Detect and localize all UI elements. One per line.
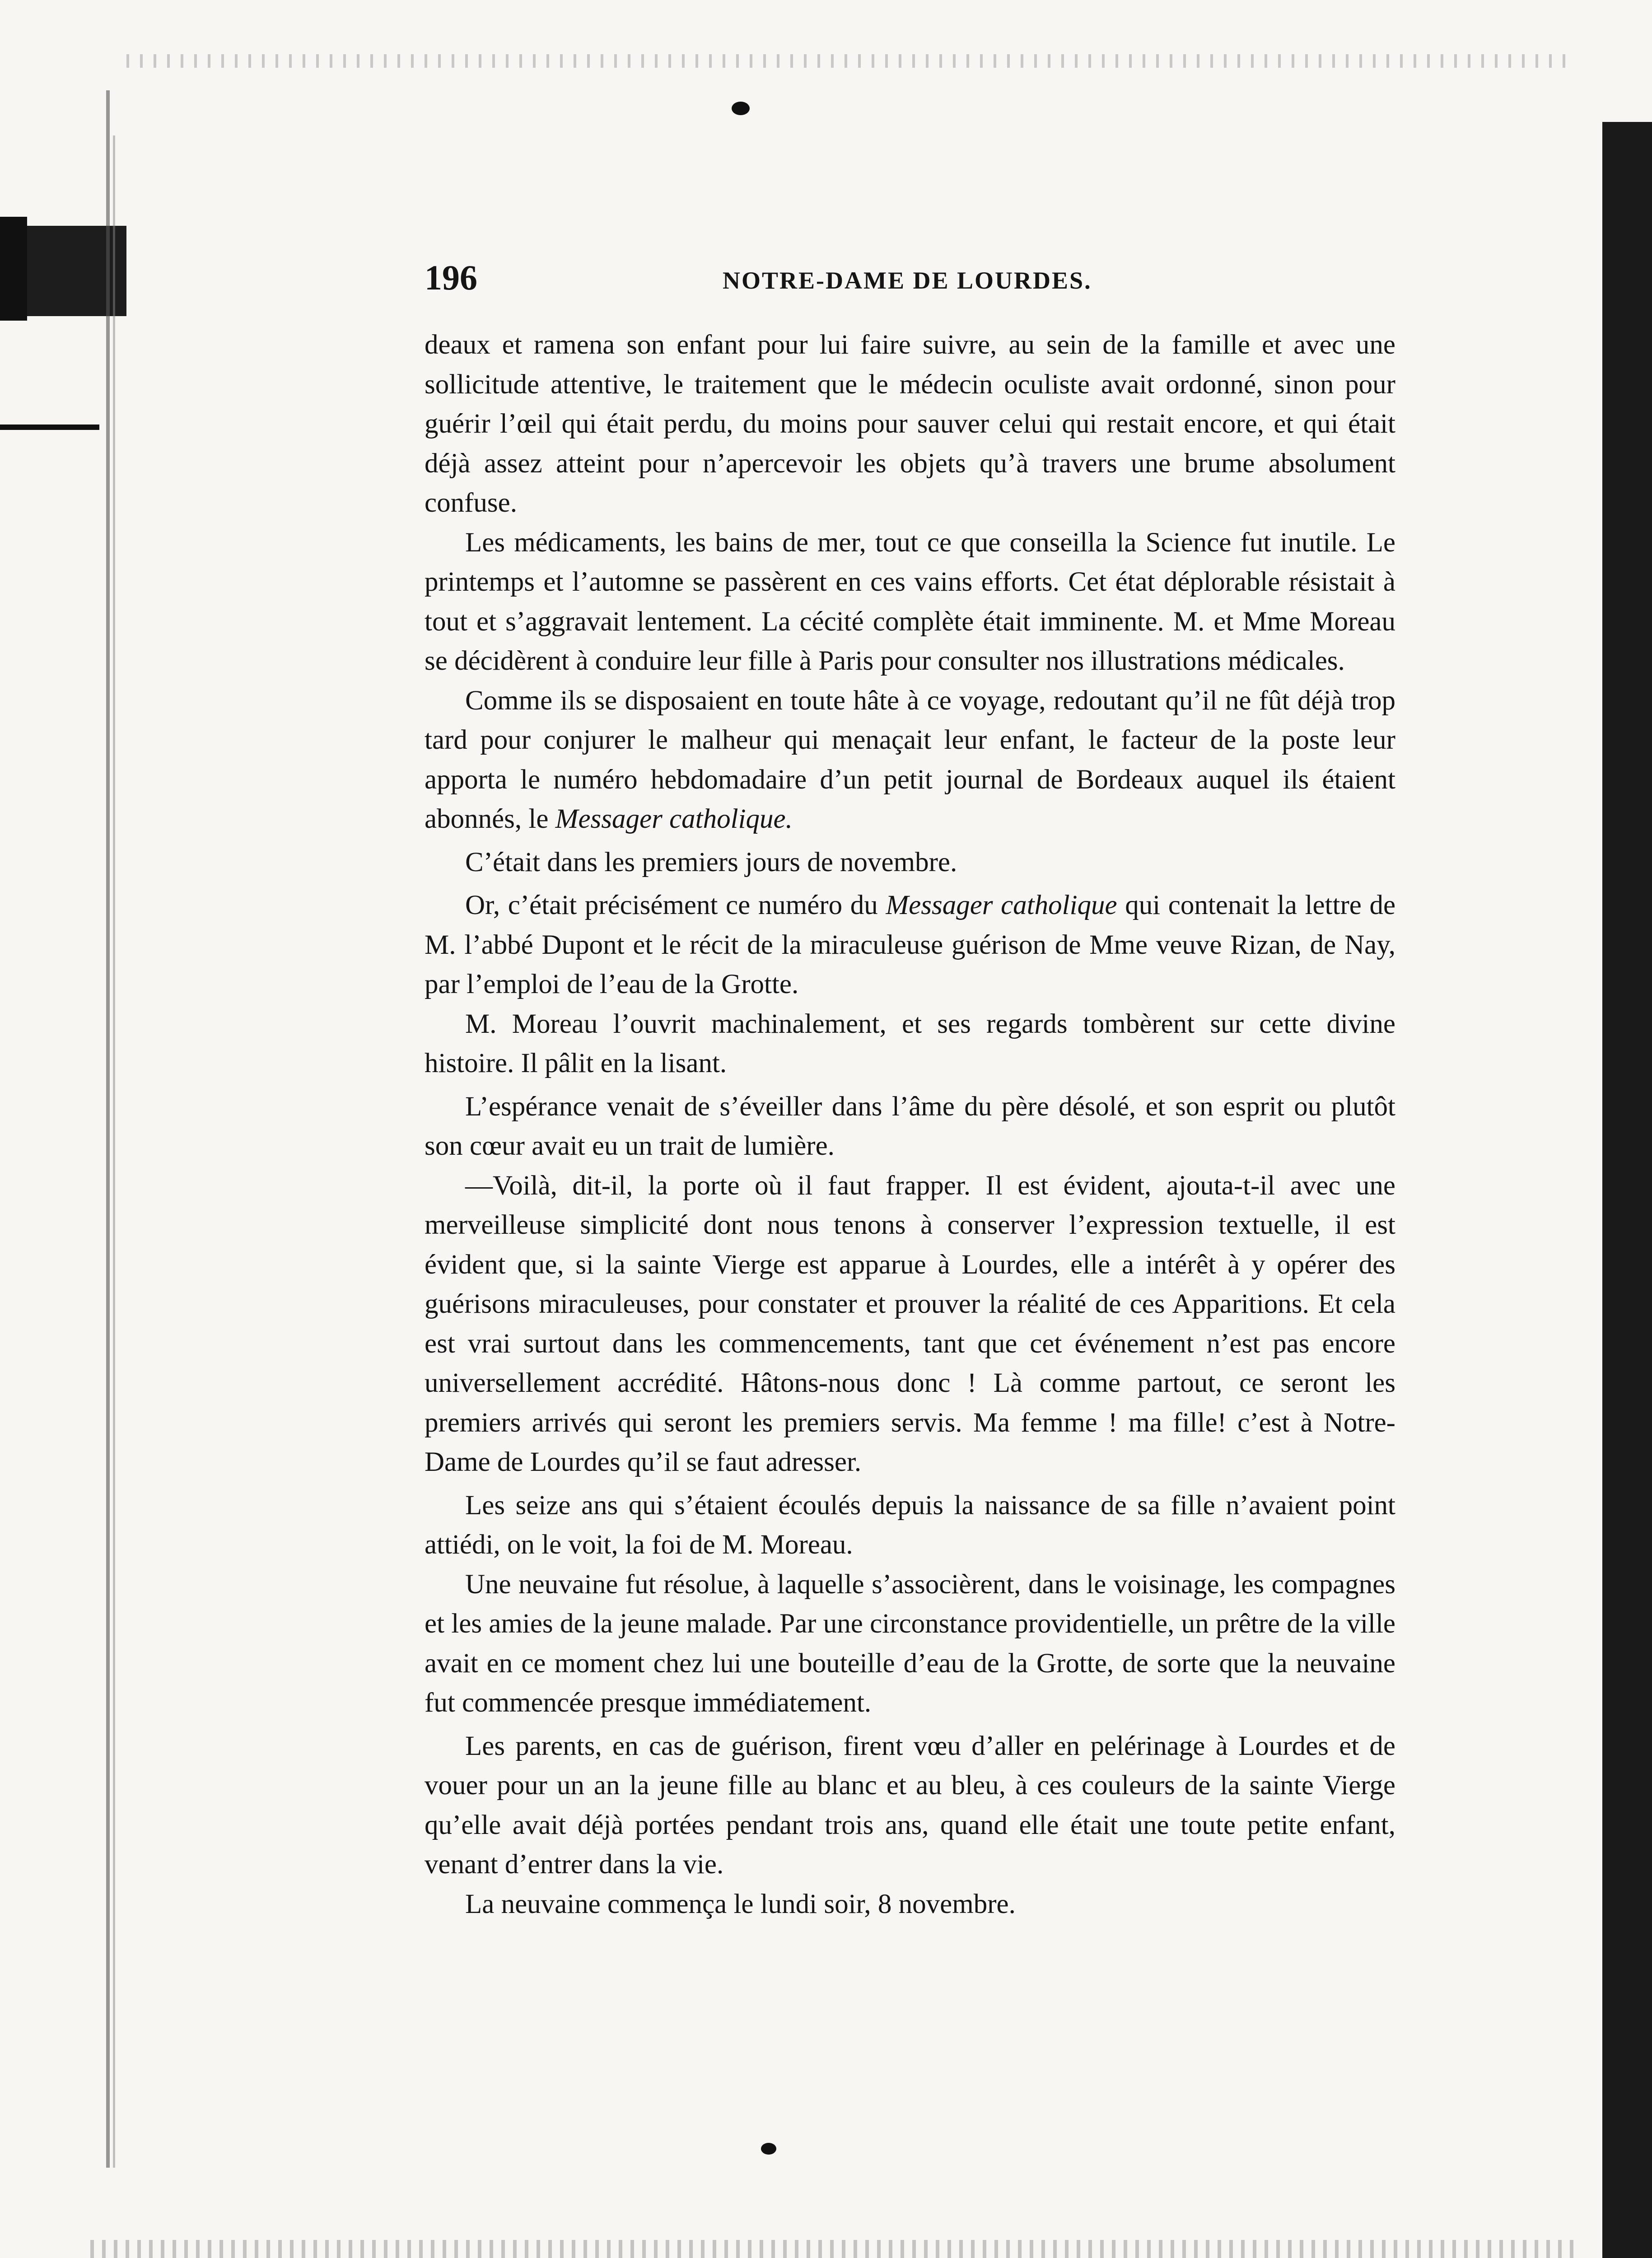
text-run: Une neuvaine fut résolue, à laquelle s’associèrent, dans le voisinage, les compagnes et les amies de la jeune malade. Par une circonstance providentielle, un prêtre de la ville avait en ce moment chez lui une bouteille d’eau de la Grotte, de sorte que la neuvaine fut commencée presque immédiatement. xyxy=(425,1569,1395,1718)
paragraph xyxy=(425,1486,1395,1565)
text-run: Les seize ans qui s’étaient écoulés depuis la naissance de sa fille n’avaient point attiédi, on le voit, la foi de M. Moreau. xyxy=(425,1490,1395,1560)
paragraph xyxy=(425,1726,1395,1885)
paragraph xyxy=(425,886,1395,1004)
text-run: M. Moreau l’ouvrit machinalement, et ses regards tombèrent sur cette divine histoire. Il pâlit en la lisant. xyxy=(425,1008,1395,1078)
paragraph xyxy=(425,523,1395,681)
text-run: qui contenait la lettre de M. l’abbé Dupont et le récit de la miraculeuse guérison de Mme veuve Rizan, de Nay, par l’emploi de l’eau de la Grotte. xyxy=(425,890,1396,999)
paragraph xyxy=(425,1885,1395,1924)
paragraph xyxy=(425,325,1395,523)
text-run: Les parents, en cas de guérison, firent vœu d’aller en pelérinage à Lourdes et de vouer pour un an la jeune fille au blanc et au bleu, à ces couleurs de la sainte Vierge qu’elle avait déjà portées pendant trois ans, quand elle était une toute petite enfant, venant d’entrer dans la vie. xyxy=(425,1731,1395,1880)
text-run: —Voilà, dit-il, la porte où il faut frapper. Il est évident, ajouta-t-il avec une merveilleuse simplicité dont nous tenons à conserver l’expression textuelle, il est évident que, si la sainte Vierge est apparue à Lourdes, elle a intérêt à y opérer des guérisons miraculeuses, pour constater et prouver la réalité de ces Apparitions. Et cela est vrai surtout dans les commencements, tant que cet événement n’est pas encore universellement accrédité. Hâtons-nous donc ! Là comme partout, ce seront les premiers arrivés qui seront les premiers servis. Ma femme ! ma fille! c’est à Notre-Dame de Lourdes qu’il se faut adresser. xyxy=(425,1170,1395,1477)
text-run: La neuvaine commença le lundi soir, 8 novembre. xyxy=(465,1889,1016,1919)
paragraph xyxy=(425,681,1395,839)
text-run: Or, c’était précisément ce numéro du xyxy=(465,890,886,920)
text-run: Les médicaments, les bains de mer, tout ce que conseilla la Science fut inutile. Le printemps et l’automne se passèrent en ces vains efforts. Cet état déplorable résistait à tout et s’aggravait lentement. La cécité complète était imminente. M. et Mme Moreau se décidèrent à conduire leur fille à Paris pour consulter nos illustrations médicales. xyxy=(425,527,1395,676)
top-edge-noise xyxy=(126,54,1572,68)
paragraph xyxy=(425,1166,1395,1482)
paragraph xyxy=(425,1087,1395,1166)
bottom-edge-noise xyxy=(90,2240,1581,2258)
running-head: NOTRE-DAME DE LOURDES. xyxy=(723,267,1092,294)
italic-title: Messager catholique xyxy=(886,890,1117,920)
paragraph xyxy=(425,843,1395,882)
body-text xyxy=(425,325,1395,1924)
page-number: 196 xyxy=(425,258,477,297)
ink-blot-bottom xyxy=(761,2143,776,2155)
text-run: C’était dans les premiers jours de novembre. xyxy=(465,847,957,877)
page-header xyxy=(425,253,1395,303)
paragraph xyxy=(425,1004,1395,1083)
paragraph xyxy=(425,1565,1395,1723)
italic-title: Messager catholique. xyxy=(555,804,793,834)
text-run: L’espérance venait de s’éveiller dans l’âme du père désolé, et son esprit ou plutôt son cœur avait eu un trait de lumière. xyxy=(425,1091,1395,1161)
ink-blot-top xyxy=(732,102,750,115)
right-edge-shadow xyxy=(1602,122,1652,2258)
left-gutter-shadow xyxy=(0,0,135,2258)
text-run: deaux et ramena son enfant pour lui faire suivre, au sein de la famille et avec une sollicitude attentive, le traitement que le médecin oculiste avait ordonné, sinon pour guérir l’œil qui était perdu, du moins pour sauver celui qui restait encore, et qui était déjà assez atteint pour n’apercevoir les objets qu’à travers une brume absolument confuse. xyxy=(425,330,1395,518)
text-run: Comme ils se disposaient en toute hâte à ce voyage, redoutant qu’il ne fût déjà trop tard pour conjurer le malheur qui menaçait leur enfant, le facteur de la poste leur apporta le numéro hebdomadaire d’un petit journal de Bordeaux auquel ils étaient abonnés, le xyxy=(425,685,1395,834)
